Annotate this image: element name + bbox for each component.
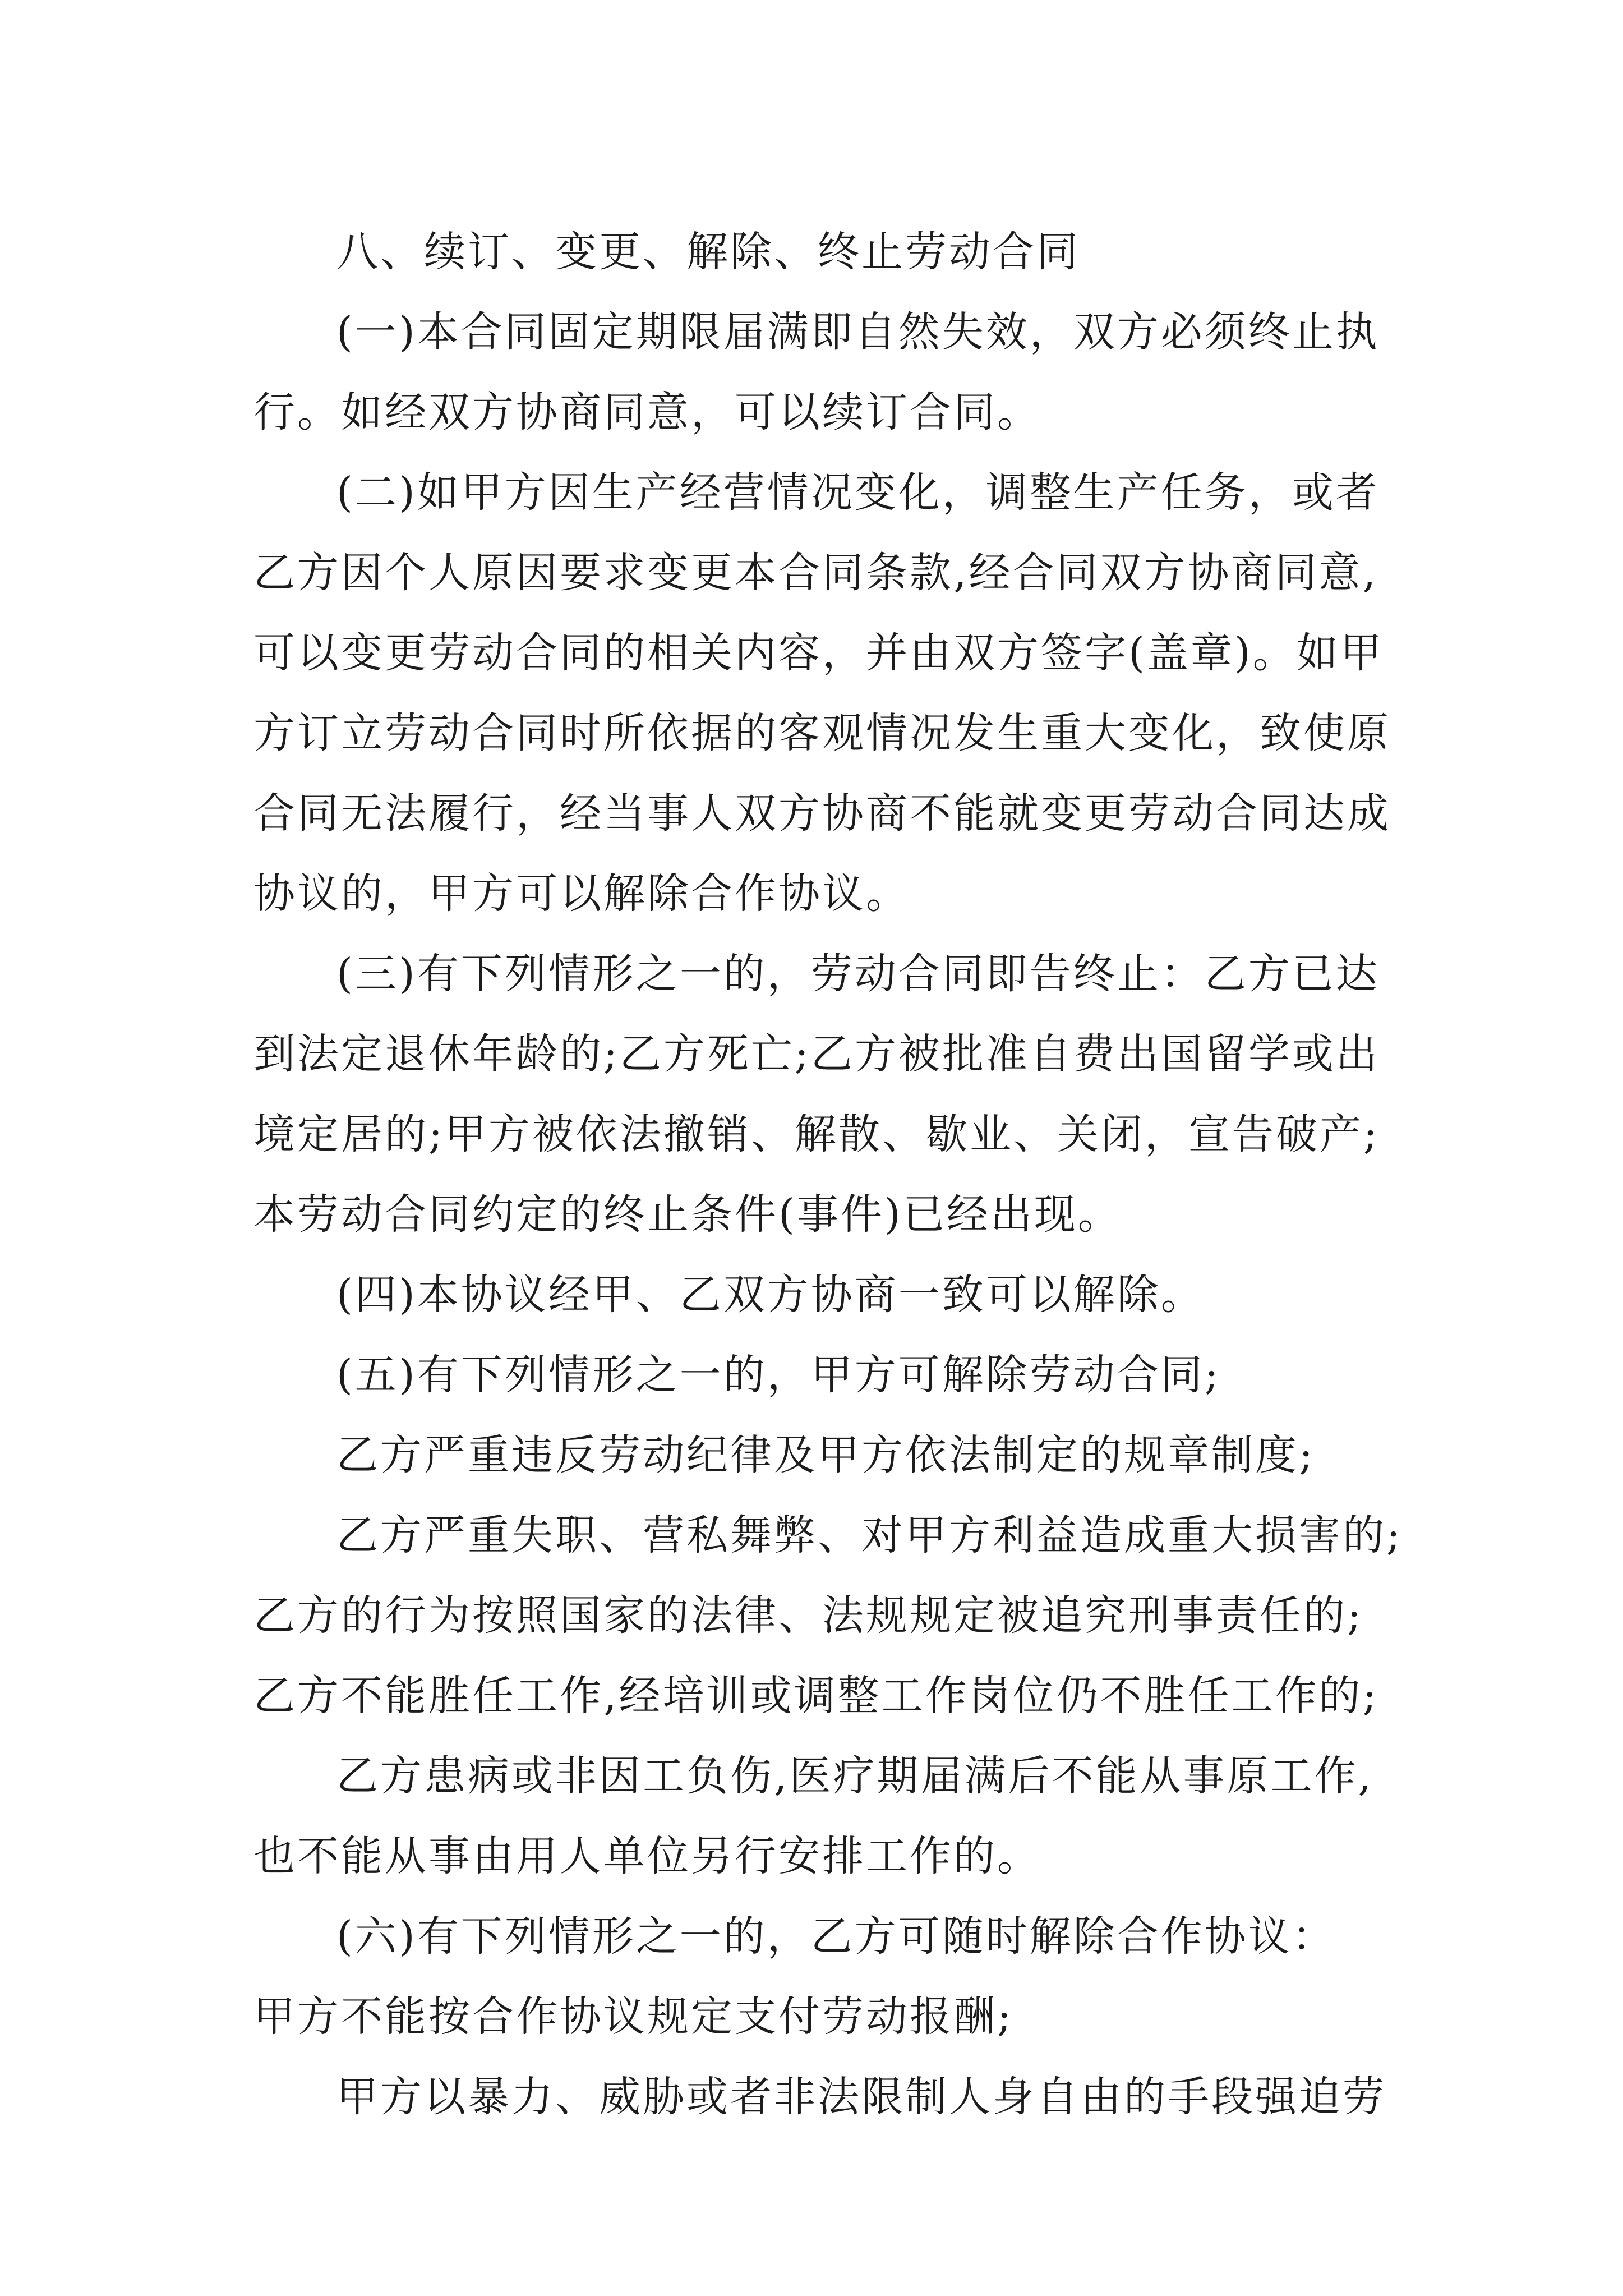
text-line: 本劳动合同约定的终止条件(事件)已经出现。 (253, 1190, 1122, 1239)
text-line: 境定居的;甲方被依法撤销、解散、歇业、关闭，宣告破产; (253, 1110, 1380, 1158)
text-line: 乙方患病或非因工负伤,医疗期届满后不能从事原工作, (336, 1752, 1374, 1800)
text-line: 甲方不能按合作协议规定支付劳动报酬; (253, 1993, 1013, 2041)
text-line: 乙方因个人原因要求变更本合同条款,经合同双方协商同意, (253, 549, 1378, 597)
text-line: 乙方不能胜任工作,经培训或调整工作岗位仍不胜任工作的; (253, 1672, 1379, 1720)
text-line: 合同无法履行，经当事人双方协商不能就变更劳动合同达成 (253, 789, 1391, 838)
text-line: 乙方的行为按照国家的法律、法规规定被追究刑事责任的; (253, 1591, 1363, 1640)
text-line: (三)有下列情形之一的，劳动合同即告终止：乙方已达 (336, 950, 1380, 998)
text-line: 方订立劳动合同时所依据的客观情况发生重大变化，致使原 (253, 709, 1391, 757)
text-line: (五)有下列情形之一的，甲方可解除劳动合同; (336, 1351, 1221, 1399)
text-line: (六)有下列情形之一的，乙方可随时解除合作协议： (336, 1912, 1336, 1961)
text-line: 甲方以暴力、威胁或者非法限制人身自由的手段强迫劳 (336, 2073, 1386, 2121)
text-line: 到法定退休年龄的;乙方死亡;乙方被批准自费出国留学或出 (253, 1030, 1380, 1078)
text-line: 也不能从事由用人单位另行安排工作的。 (253, 1832, 1041, 1880)
text-line: (一)本合同固定期限届满即自然失效，双方必须终止执 (336, 308, 1380, 356)
text-line: 乙方严重违反劳动纪律及甲方依法制定的规章制度; (336, 1431, 1315, 1479)
text-line: 协议的，甲方可以解除合作协议。 (253, 869, 910, 918)
text-line: 可以变更劳动合同的相关内容，并由双方签字(盖章)。如甲 (253, 629, 1384, 677)
text-line: 行。如经双方协商同意，可以续订合同。 (253, 388, 1041, 436)
document-body (253, 212, 1403, 2137)
text-line: 乙方严重失职、营私舞弊、对甲方利益造成重大损害的; (336, 1511, 1403, 1559)
section-heading: 八、续订、变更、解除、终止劳动合同 (336, 228, 1080, 276)
text-line: (四)本协议经甲、乙双方协商一致可以解除。 (336, 1271, 1205, 1319)
text-line: (二)如甲方因生产经营情况变化，调整生产任务，或者 (336, 468, 1380, 517)
